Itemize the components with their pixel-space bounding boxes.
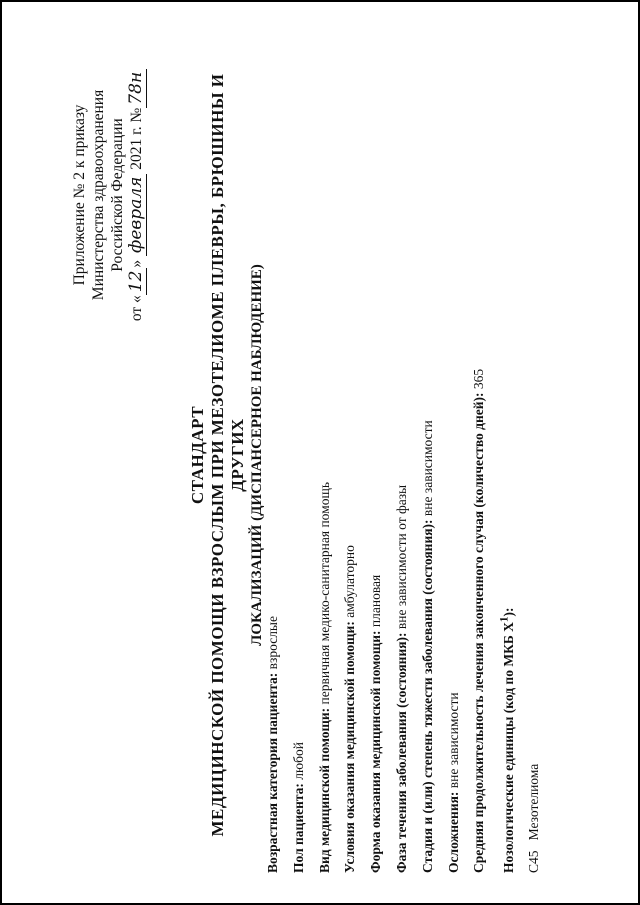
appendix-line-2: Министерства здравоохранения	[90, 89, 107, 301]
field-conditions	[337, 43, 363, 873]
icd-entry	[521, 43, 547, 873]
icd-code: C45	[526, 850, 542, 873]
handwritten-day: 12	[127, 268, 147, 296]
handwritten-number: 78н	[127, 69, 147, 108]
scan-border-left	[0, 0, 2, 905]
appendix-date-line: от «12» февраля 2021 г. №78н	[127, 65, 147, 325]
nosology-label-text: Нозологические единицы (код по МКБ X	[500, 622, 516, 873]
sex-value: любой	[290, 742, 306, 780]
age-value: взрослые	[265, 616, 280, 670]
title-main: СТАНДАРТ	[188, 405, 207, 505]
standard-fields	[260, 43, 547, 873]
field-form	[363, 43, 389, 873]
field-care-type	[312, 43, 338, 873]
field-duration	[466, 43, 492, 873]
phase-label: Фаза течения заболевания (состояния):	[393, 632, 409, 873]
field-nosology	[492, 43, 521, 873]
sex-label: Пол пациента:	[290, 783, 306, 873]
duration-value: 365	[471, 368, 487, 390]
field-age	[260, 43, 286, 873]
care-type-label: Вид медицинской помощи:	[316, 707, 332, 873]
rotated-page	[20, 25, 620, 885]
document-title	[188, 45, 267, 865]
appendix-line-1: Приложение № 2 к приказу	[71, 104, 88, 286]
title-line-2: ЛОКАЛИЗАЦИЙ (ДИСПАНСЕРНОЕ НАБЛЮДЕНИЕ)	[249, 264, 265, 646]
field-phase	[389, 43, 415, 873]
icd-name: Мезотелиома	[526, 763, 542, 841]
date-year: 2021 г. №	[128, 107, 145, 170]
complications-label: Осложнения:	[445, 791, 461, 873]
nosology-label-end: ):	[500, 607, 516, 617]
title-line-1: МЕДИЦИНСКОЙ ПОМОЩИ ВЗРОСЛЫМ ПРИ МЕЗОТЕЛИОМЕ ПЛЕВРЫ, БРЮШИНЫ И ДРУГИХ	[208, 73, 247, 837]
complications-value: вне зависимости	[445, 692, 461, 789]
footnote-marker: 1	[498, 616, 511, 623]
care-type-value: первичная медико-санитарная помощь	[316, 481, 332, 705]
handwritten-month: февраля	[127, 174, 147, 256]
duration-label: Средняя продолжительность лечения законченного случая (количество дней):	[471, 392, 487, 873]
appendix-line-3: Российской Федерации	[109, 118, 126, 272]
stage-label: Стадия и (или) степень тяжести заболевания (состояния):	[419, 519, 435, 873]
form-value: плановая	[368, 574, 384, 628]
conditions-value: амбулаторно	[342, 545, 358, 618]
field-sex	[286, 43, 312, 873]
field-stage	[415, 43, 441, 873]
conditions-label: Условия оказания медицинской помощи:	[342, 621, 358, 873]
form-label: Форма оказания медицинской помощи:	[368, 630, 384, 873]
stage-value: вне зависимости	[419, 420, 435, 517]
scan-border-top	[0, 0, 640, 2]
nosology-label	[498, 607, 516, 873]
age-label: Возрастная категория пациента:	[265, 672, 280, 873]
phase-value: вне зависимости от фазы	[393, 484, 409, 630]
appendix-header	[70, 65, 147, 325]
date-prefix: от «	[128, 295, 145, 322]
field-complications	[441, 43, 467, 873]
